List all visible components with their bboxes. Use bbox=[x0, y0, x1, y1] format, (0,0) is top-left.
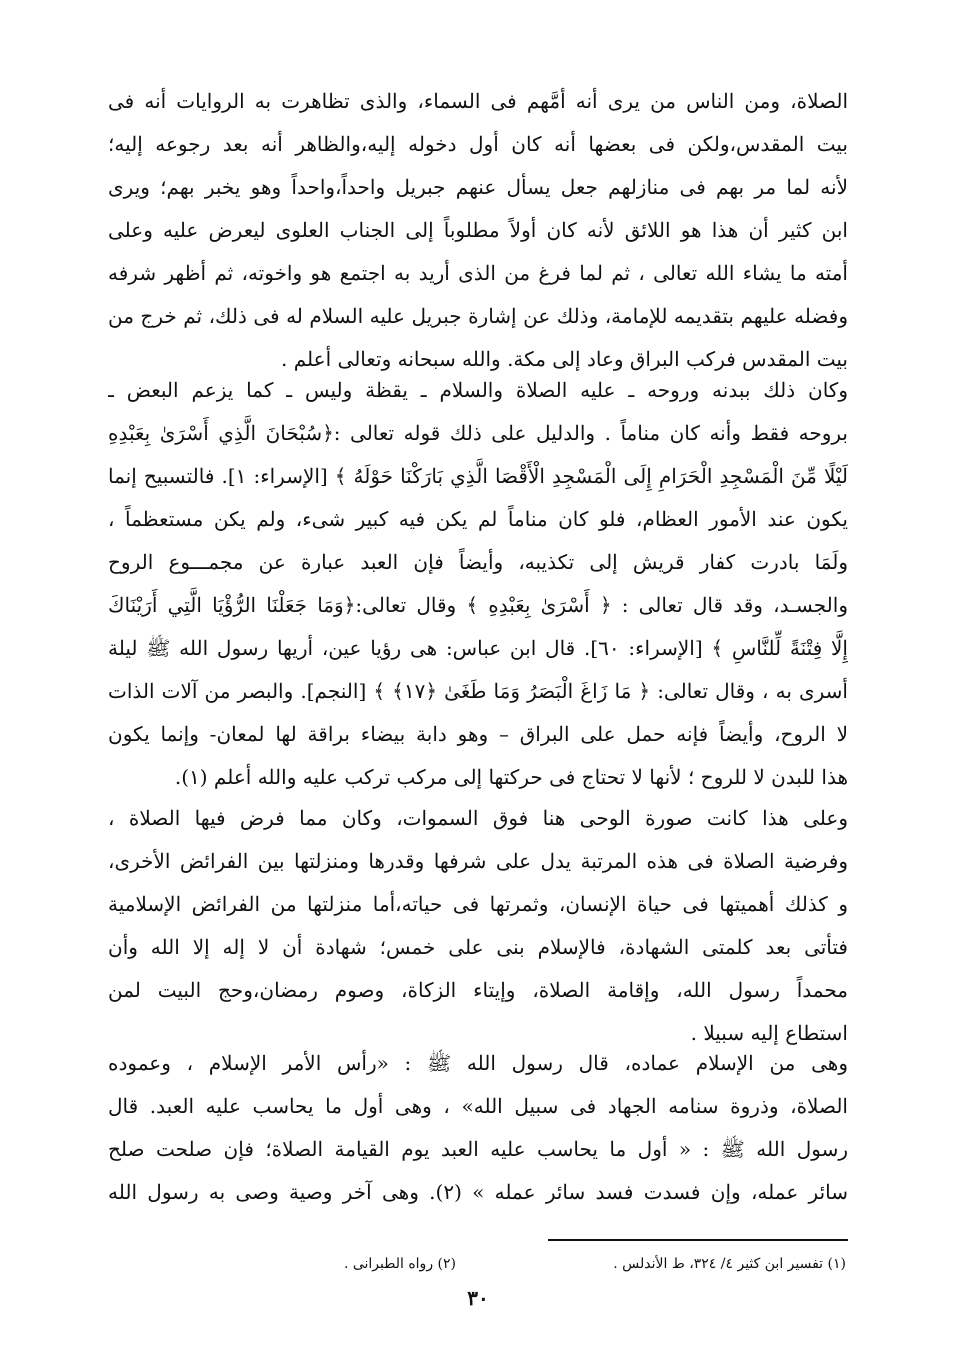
text-line: فتأتى بعد كلمتى الشهادة، فالإسلام بنى على خمس؛ شهادة أن لا إله إلا الله وأن bbox=[108, 935, 848, 959]
text-line: محمداً رسول الله، وإقامة الصلاة، وإيتاء الزكاة، وصوم رمضان،وحج البيت لمن bbox=[108, 978, 848, 1002]
footnote-1: (١) تفسير ابن كثير ٤/ ٣٢٤، ط الأندلس . bbox=[613, 1256, 846, 1272]
text-line: لَيْلًا مِّنَ الْمَسْجِدِ الْحَرَامِ إِلَى الْمَسْجِدِ الْأَقْصَا الَّذِي بَارَكْنَا حَوْلَهُ ﴾ [الإسراء: ١]. فالتسبيح إنما bbox=[108, 464, 848, 488]
paragraph-2 bbox=[108, 369, 848, 799]
text-line: إِلَّا فِتْنَةً لِّلنَّاسِ ﴾ [الإسراء: ٦٠]. قال ابن عباس: هى رؤيا عين، أريها رسول الله ﷺ ليلة bbox=[108, 636, 848, 660]
paragraph-1 bbox=[108, 80, 848, 381]
text-line: لا الروح، وأيضاً فإنه حمل على البراق – وهو دابة بيضاء براقة لها لمعان- وإنما يكون bbox=[108, 722, 848, 746]
text-line: رسول الله ﷺ : « أول ما يحاسب عليه العبد يوم القيامة الصلاة؛ فإن صلحت صلح bbox=[108, 1137, 848, 1161]
text-line: أمته ما يشاء الله تعالى ، ثم لما فرغ من الذى أريد به اجتمع هو واخوته، ثم أظهر شرفه bbox=[108, 261, 848, 285]
text-line: وفرضية الصلاة فى هذه المرتبة يدل على شرفها وقدرها ومنزلتها بين الفرائض الأخرى، bbox=[108, 849, 848, 873]
page-number: ٣٠ bbox=[467, 1286, 489, 1310]
text-line: وكان ذلك ببدنه وروحه ـ عليه الصلاة والسلام ـ يقظة وليس ـ كما يزعم البعض ـ bbox=[108, 378, 848, 402]
text-line: ابن كثير أن هذا هو اللائق لأنه كان أولاً مطلوباً إلى الجناب العلوى ليعرض عليه وعلى bbox=[108, 218, 848, 242]
text-line: وعلى هذا كانت صورة الوحى هنا فوق السموات، وكان مما فرض فيها الصلاة ، bbox=[108, 806, 848, 830]
text-line: سائر عمله، وإن فسدت فسد سائر عمله » (٢). وهى آخر وصية وصى به رسول الله bbox=[108, 1180, 848, 1204]
footnote-divider bbox=[548, 1239, 848, 1241]
text-line: أسرى به ، وقال تعالى: ﴿ مَا زَاغَ الْبَصَرُ وَمَا طَغَىٰ ﴿١٧﴾ ﴾ [النجم]. والبصر من آلات الذات bbox=[108, 679, 848, 703]
text-line: بيت المقدس،ولكن فى بعضها أنه كان أول دخوله إليه،والظاهر أنه بعد رجوعه إليه؛ bbox=[108, 132, 848, 156]
text-line: وهى من الإسلام عماده، قال رسول الله ﷺ : «رأس الأمر الإسلام ، وعموده bbox=[108, 1051, 848, 1075]
text-line: هذا للبدن لا للروح ؛ لأنها لا تحتاج فى حركتها إلى مركب تركب عليه والله أعلم (١). bbox=[174, 765, 848, 789]
text-line: ولَمَا بادرت كفار قريش إلى تكذيبه، وأيضاً فإن العبد عبارة عن مجمـــوع الروح bbox=[108, 550, 848, 574]
text-line: الصلاة، ومن الناس من يرى أنه أمَّهم فى السماء، والذى تظاهرت به الروايات أنه فى bbox=[108, 89, 848, 113]
text-line: لأنه لما مر بهم فى منازلهم جعل يسأل عنهم جبريل واحداً،واحداً وهو يخبر بهم؛ ويرى bbox=[108, 175, 848, 199]
text-line: وفضله عليهم بتقديمه للإمامة، وذلك عن إشارة جبريل عليه السلام له فى ذلك، ثم خرج من bbox=[108, 304, 848, 328]
paragraph-4 bbox=[108, 1042, 848, 1214]
text-line: استطاع إليه سبيلا . bbox=[690, 1021, 848, 1045]
text-line: و كذلك أهميتها فى حياة الإنسان، وثمرتها فى حياته،أما منزلتها من الفرائض الإسلامية bbox=[108, 892, 848, 916]
text-line: والجسـد، وقد قال تعالى : ﴿ أَسْرَىٰ بِعَبْدِهِ ﴾ وقال تعالى:﴿وَمَا جَعَلْنَا الرُّؤْيَا الَّتِي أَرَيْنَاكَ bbox=[108, 593, 848, 617]
text-line: بروحه فقط وأنه كان مناماً . والدليل على ذلك قوله تعالى :﴿سُبْحَانَ الَّذِي أَسْرَىٰ بِعَبْدِهِ bbox=[108, 421, 848, 445]
text-line: الصلاة، وذروة سنامه الجهاد فى سبيل الله» ، وهى أول ما يحاسب عليه العبد. قال bbox=[108, 1094, 848, 1118]
footnote-2: (٢) رواه الطبرانى . bbox=[343, 1256, 456, 1272]
text-line: يكون عند الأمور العظام، فلو كان مناماً لم يكن فيه كبير شىء، ولم يكن مستعظماً ، bbox=[108, 507, 848, 531]
paragraph-3 bbox=[108, 797, 848, 1055]
text-line: بيت المقدس فركب البراق وعاد إلى مكة. والله سبحانه وتعالى أعلم . bbox=[281, 347, 848, 371]
